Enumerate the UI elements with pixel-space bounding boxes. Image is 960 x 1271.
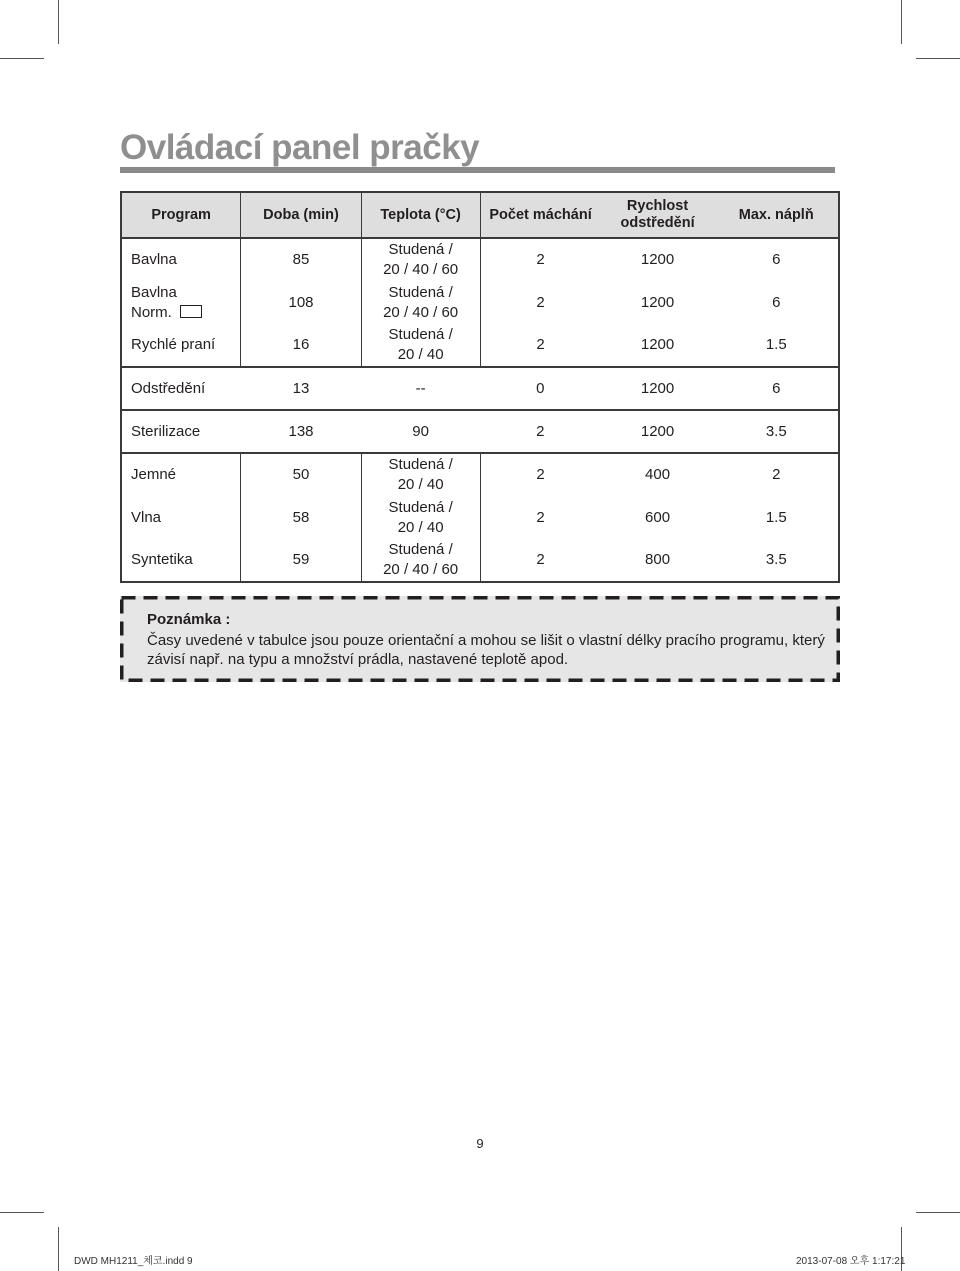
crop-mark: [58, 1227, 59, 1271]
crop-mark: [0, 58, 44, 59]
cell-max: 6: [772, 293, 781, 311]
table-row: [121, 410, 839, 453]
crop-mark: [916, 1212, 960, 1213]
cell-max: 6: [714, 367, 839, 410]
cell-program: Vlna: [121, 496, 241, 539]
cell-pocet: 2: [480, 324, 601, 367]
cell-program: Jemné: [121, 453, 241, 496]
title-underline: [120, 167, 835, 173]
note-title: Poznámka :: [147, 611, 231, 628]
page-title: Ovládací panel pračky: [120, 128, 480, 167]
cell-teplota-text: Studená / 20 / 40: [388, 498, 453, 536]
crop-mark: [916, 58, 960, 59]
cell-rychlost: 800: [645, 551, 671, 568]
cell-doba: 50: [241, 453, 361, 496]
cell-max: 1.5: [714, 324, 839, 367]
cell-teplota: 90: [361, 410, 480, 453]
cell-teplota-text: Studená / 20 / 40 / 60: [383, 283, 459, 321]
header-max: Max. náplň: [714, 192, 839, 238]
table-row: [121, 453, 839, 496]
cell-pocet: 2: [536, 251, 545, 268]
cell-doba: 16: [241, 324, 361, 367]
cell-teplota-text: Studená / 20 / 40 / 60: [383, 541, 459, 578]
header-pocet: Počet máchání: [480, 192, 601, 238]
cell-rychlost: 1200: [601, 324, 715, 367]
cell-program: Bavlna: [121, 238, 241, 281]
cell-program-text: Bavlna Norm.: [131, 283, 177, 321]
program-table: [120, 191, 840, 583]
note-box: [120, 596, 840, 682]
table-row: [121, 367, 839, 410]
cell-rychlost: 400: [645, 466, 671, 483]
header-rychlost-label: Rychlost odstředění: [620, 198, 695, 231]
cell-program: Odstředění: [121, 367, 241, 410]
cell-teplota-text: Studená / 20 / 40: [388, 326, 453, 363]
cell-program: Sterilizace: [121, 410, 241, 453]
cell-max: 2: [772, 466, 781, 483]
cell-doba: 138: [241, 410, 361, 453]
table-row: [121, 324, 839, 367]
cell-max: 3.5: [765, 551, 787, 568]
header-rychlost: [601, 192, 715, 238]
cell-doba: 59: [241, 539, 361, 582]
cell-program: [121, 281, 241, 324]
cell-pocet: 2: [536, 551, 545, 568]
cell-teplota-text: Studená / 20 / 40 / 60: [383, 241, 459, 278]
cell-pocet: 2: [536, 466, 545, 483]
cell-teplota: [361, 238, 480, 281]
crop-mark: [0, 1212, 44, 1213]
header-doba: Doba (min): [241, 192, 361, 238]
table-row: [121, 281, 839, 324]
cell-rychlost: 1200: [640, 251, 675, 268]
cell-max: 6: [772, 251, 781, 268]
cell-teplota: [361, 496, 480, 539]
cell-pocet: 2: [536, 293, 545, 311]
header-teplota: Teplota (°C): [361, 192, 480, 238]
table-row: [121, 539, 839, 582]
cell-program: Rychlé praní: [121, 324, 241, 367]
table-row: [121, 238, 839, 281]
cell-rychlost: 1200: [601, 367, 715, 410]
cell-teplota-text: Studená / 20 / 40: [388, 456, 453, 493]
cell-pocet: 2: [536, 508, 545, 526]
tag-icon: [180, 305, 202, 318]
table-header-row: [121, 192, 839, 238]
header-program: Program: [121, 192, 241, 238]
cell-pocet: 0: [480, 367, 601, 410]
cell-doba: 58: [241, 496, 361, 539]
cell-teplota: [361, 324, 480, 367]
cell-rychlost: 600: [645, 508, 671, 526]
cell-rychlost: 1200: [640, 293, 675, 311]
table-row: [121, 496, 839, 539]
cell-max: 1.5: [765, 508, 787, 526]
crop-mark: [58, 0, 59, 44]
note-text: Časy uvedené v tabulce jsou pouze orientační a mohou se lišit o vlastní délky pracího programu, který závisí např. na typu a množství prádla, nastavené teplotě apod.: [147, 632, 825, 668]
cell-doba: 13: [241, 367, 361, 410]
cell-max: 3.5: [714, 410, 839, 453]
cell-program: Syntetika: [121, 539, 241, 582]
cell-teplota: [361, 453, 480, 496]
cell-teplota: --: [361, 367, 480, 410]
cell-doba: 108: [241, 281, 361, 324]
cell-doba: 85: [241, 238, 361, 281]
page-number: 9: [476, 1136, 484, 1151]
footer-file: DWD MH1211_체코.indd 9: [74, 1256, 193, 1267]
cell-teplota: [361, 539, 480, 582]
cell-rychlost: 1200: [601, 410, 715, 453]
crop-mark: [901, 0, 902, 44]
cell-teplota: [361, 281, 480, 324]
footer-timestamp: 2013-07-08 오후 1:17:21: [796, 1256, 906, 1267]
cell-pocet: 2: [480, 410, 601, 453]
